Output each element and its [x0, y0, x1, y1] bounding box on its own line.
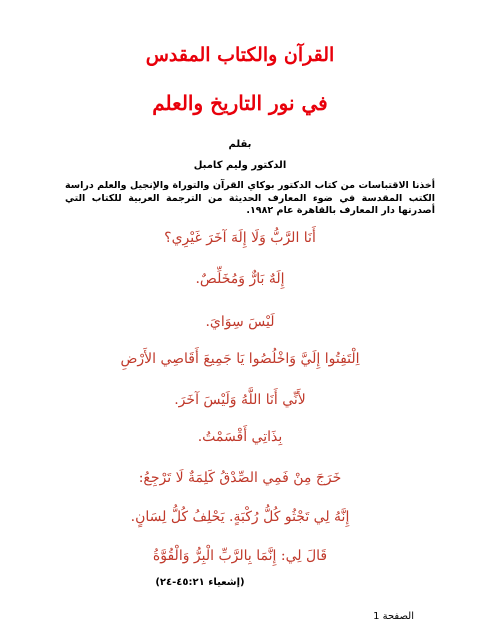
verse-line: خَرَجَ مِنْ فَمِي الصِّدْقُ كَلِمَةٌ لَا تَرْجِعُ:	[138, 470, 342, 486]
verse-line: بِذَاتِي أَقْسَمْتُ.	[197, 429, 283, 445]
verse-line: أَنَا الرَّبُّ وَلَا إِلَهَ آخَرَ غَيْرِي؟	[164, 230, 316, 246]
author-name: الدكتور وليم كامبل	[193, 160, 287, 171]
verse-line: إِلَهٌ بَارٌّ وَمُخَلِّصٌ.	[195, 271, 285, 287]
verse-line: قَالَ لِي: إِنَّمَا بِالرَّبِّ الْبِرُّ وَالْقُوَّةُ	[152, 548, 328, 564]
document-title: القرآن والكتاب المقدس	[145, 44, 335, 66]
verse-line: لأَنِّي أَنَا اللَّهُ وَلَيْسَ آخَرَ.	[174, 392, 306, 408]
document-subtitle: في نور التاريخ والعلم	[152, 91, 328, 115]
verse-reference: (إشعياء ٤٥:٢١-٢٤)	[155, 577, 245, 588]
verse-line: إِنَّهُ لِي تَجْثُو كُلُّ رُكْبَةٍ. يَحْلِفُ كُلُّ لِسَانٍ.	[130, 509, 350, 525]
by-label: بقلم	[228, 139, 252, 150]
intro-paragraph: أخذنا الاقتباسات من كتاب الدكتور بوكاي القرآن والتوراة والإنجيل والعلم دراسة الكتب المقدسة في ضوء المعارف الحديثة من الترجمة العربية للكتاب التي أصدرتها دار المعارف بالقاهرة عام ١٩٨٢.	[65, 180, 435, 216]
page-number: الصفحة 1	[373, 611, 414, 622]
verse-line: لَيْسَ سِوَايَ.	[205, 314, 275, 330]
verse-line: اِلْتَفِتُوا إِلَيَّ وَاخْلُصُوا يَا جَمِيعَ أَقَاصِي الأَرْضِ	[120, 351, 360, 367]
